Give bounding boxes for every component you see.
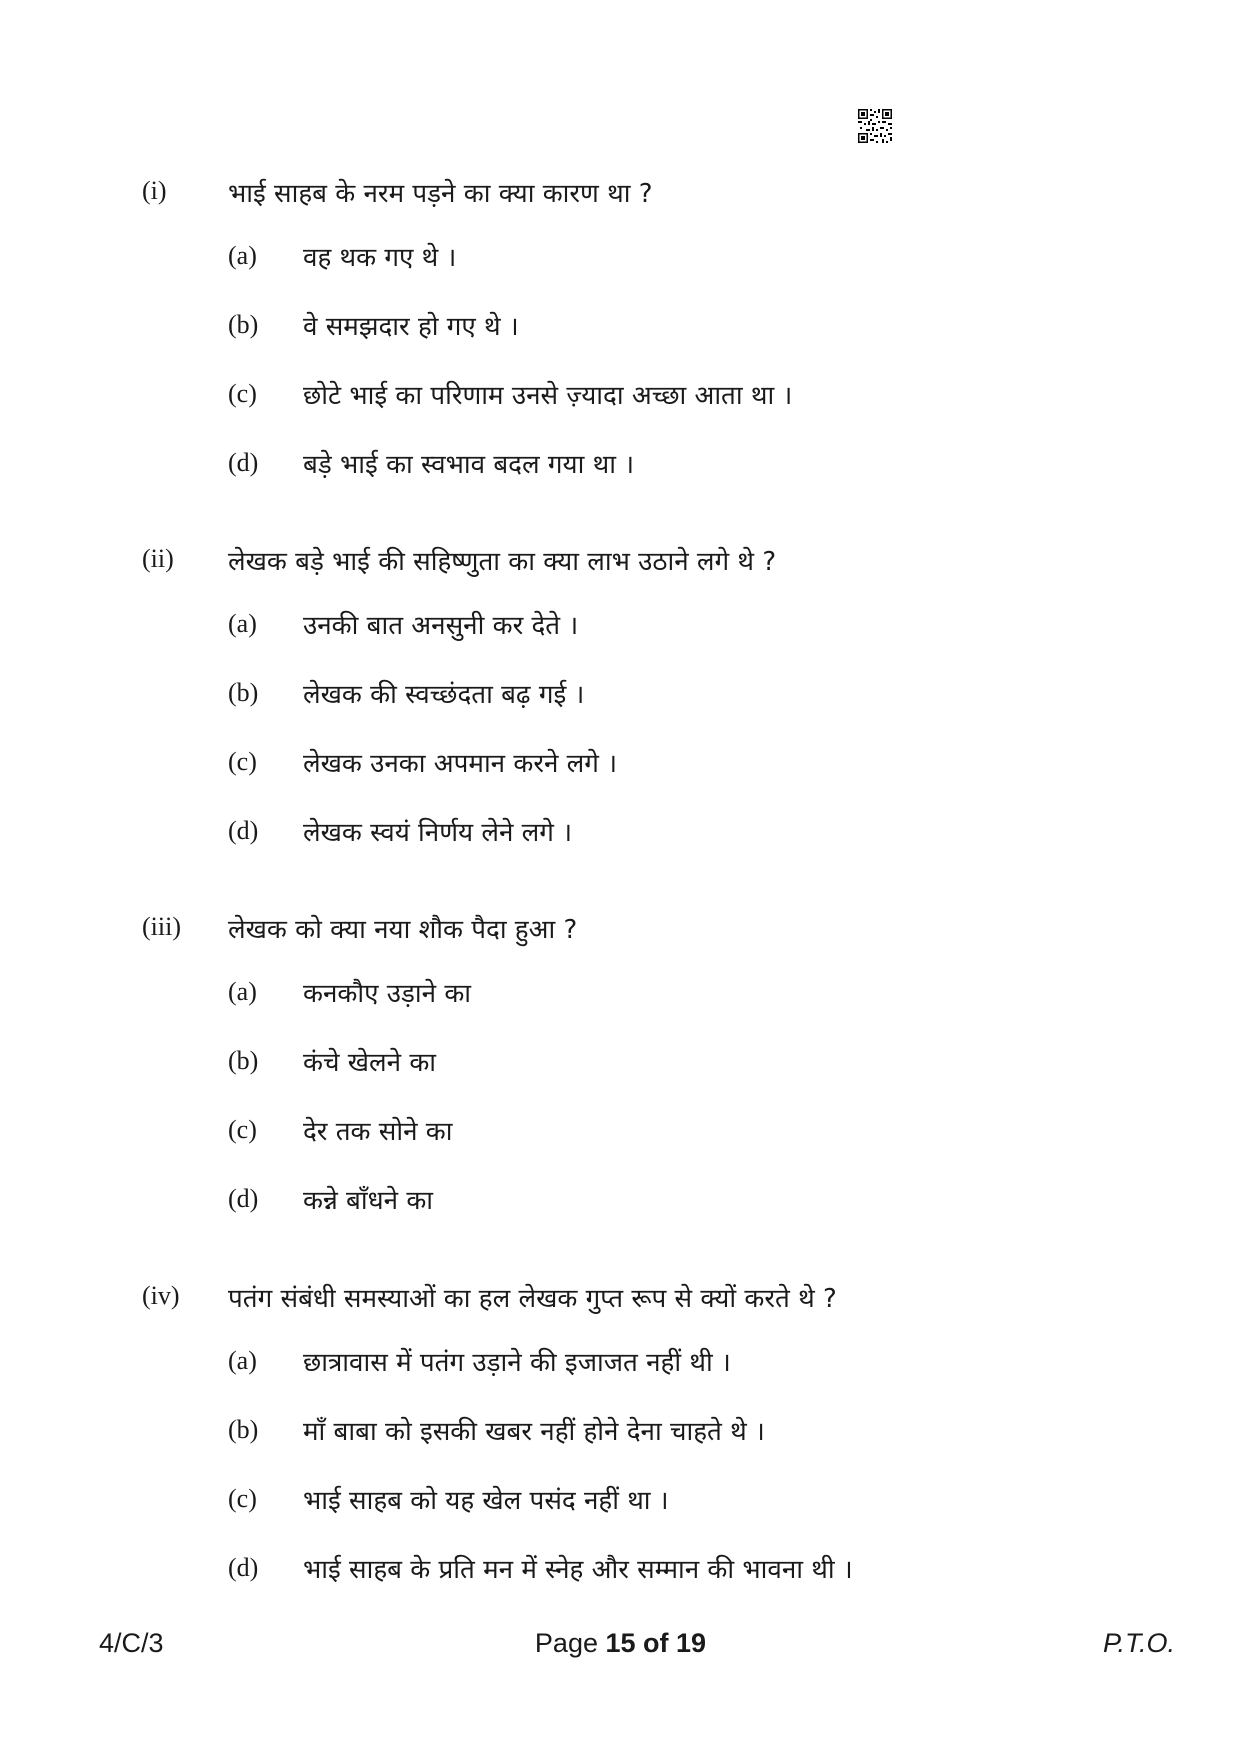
option-label: (c)	[228, 1115, 257, 1144]
question-stem	[0, 906, 1241, 952]
option-label: (c)	[228, 379, 257, 408]
option-label: (b)	[228, 678, 259, 707]
question-stem	[0, 170, 1241, 216]
page-footer	[0, 1628, 1241, 1668]
option-text: लेखक की स्वच्छंदता बढ़ गई ।	[303, 680, 585, 710]
option-label: (b)	[228, 310, 259, 339]
option-d	[0, 1528, 1241, 1597]
option-text: भाई साहब के प्रति मन में स्नेह और सम्मान की भावना थी ।	[303, 1555, 853, 1585]
option-d	[0, 1159, 1241, 1228]
option-label: (a)	[228, 977, 257, 1006]
option-c	[0, 1090, 1241, 1159]
option-text: कन्ने बाँधने का	[303, 1186, 434, 1216]
option-b	[0, 1021, 1241, 1090]
option-d	[0, 791, 1241, 860]
question-number: (ii)	[142, 544, 174, 573]
option-text: लेखक स्वयं निर्णय लेने लगे ।	[303, 818, 573, 848]
question-iii	[0, 906, 1241, 1228]
paper-code: 4/C/3	[99, 1628, 164, 1658]
option-label: (a)	[228, 241, 257, 270]
option-text: कनकौए उड़ाने का	[303, 979, 472, 1009]
option-text: उनकी बात अनसुनी कर देते ।	[303, 611, 579, 641]
option-text: छोटे भाई का परिणाम उनसे ज़्यादा अच्छा आता था ।	[303, 381, 793, 411]
option-text: वह थक गए थे ।	[303, 243, 457, 273]
question-text: लेखक को क्या नया शौक पैदा हुआ ?	[228, 915, 578, 945]
option-label: (c)	[228, 747, 257, 776]
question-number: (i)	[142, 176, 167, 205]
option-a	[0, 584, 1241, 653]
question-iv	[0, 1275, 1241, 1597]
page-number	[0, 1628, 1241, 1659]
option-label: (d)	[228, 448, 259, 477]
option-c	[0, 722, 1241, 791]
option-label: (d)	[228, 816, 259, 845]
option-label: (d)	[228, 1553, 259, 1582]
option-text: देर तक सोने का	[303, 1117, 453, 1147]
question-text: भाई साहब के नरम पड़ने का क्या कारण था ?	[228, 179, 653, 209]
option-c	[0, 1459, 1241, 1528]
option-text: बड़े भाई का स्वभाव बदल गया था ।	[303, 450, 635, 480]
option-c	[0, 354, 1241, 423]
option-d	[0, 423, 1241, 492]
option-b	[0, 1390, 1241, 1459]
question-number: (iv)	[142, 1281, 180, 1310]
page-current: 15	[605, 1628, 636, 1658]
option-text: कंचे खेलने का	[303, 1048, 437, 1078]
option-b	[0, 653, 1241, 722]
question-stem	[0, 538, 1241, 584]
question-stem	[0, 1275, 1241, 1321]
option-a	[0, 216, 1241, 285]
option-label: (d)	[228, 1184, 259, 1213]
question-ii	[0, 538, 1241, 860]
page-of: of	[635, 1628, 677, 1658]
option-a	[0, 1321, 1241, 1390]
question-i	[0, 170, 1241, 492]
question-number: (iii)	[142, 912, 181, 941]
page-total: 19	[676, 1628, 707, 1658]
option-label: (a)	[228, 1346, 257, 1375]
option-label: (a)	[228, 609, 257, 638]
qr-code-icon	[857, 108, 893, 144]
question-text: पतंग संबंधी समस्याओं का हल लेखक गुप्त रूप से क्यों करते थे ?	[228, 1284, 837, 1314]
option-label: (b)	[228, 1415, 259, 1444]
pto-label: P.T.O.	[1102, 1628, 1175, 1658]
option-text: माँ बाबा को इसकी खबर नहीं होने देना चाहते थे ।	[303, 1417, 765, 1447]
option-text: भाई साहब को यह खेल पसंद नहीं था ।	[303, 1486, 669, 1516]
page-prefix: Page	[534, 1628, 606, 1658]
option-label: (c)	[228, 1484, 257, 1513]
option-label: (b)	[228, 1046, 259, 1075]
option-a	[0, 952, 1241, 1021]
option-text: लेखक उनका अपमान करने लगे ।	[303, 749, 618, 779]
option-b	[0, 285, 1241, 354]
option-text: छात्रावास में पतंग उड़ाने की इजाजत नहीं थी ।	[303, 1348, 731, 1378]
option-text: वे समझदार हो गए थे ।	[303, 312, 519, 342]
question-text: लेखक बड़े भाई की सहिष्णुता का क्या लाभ उठाने लगे थे ?	[228, 547, 777, 577]
